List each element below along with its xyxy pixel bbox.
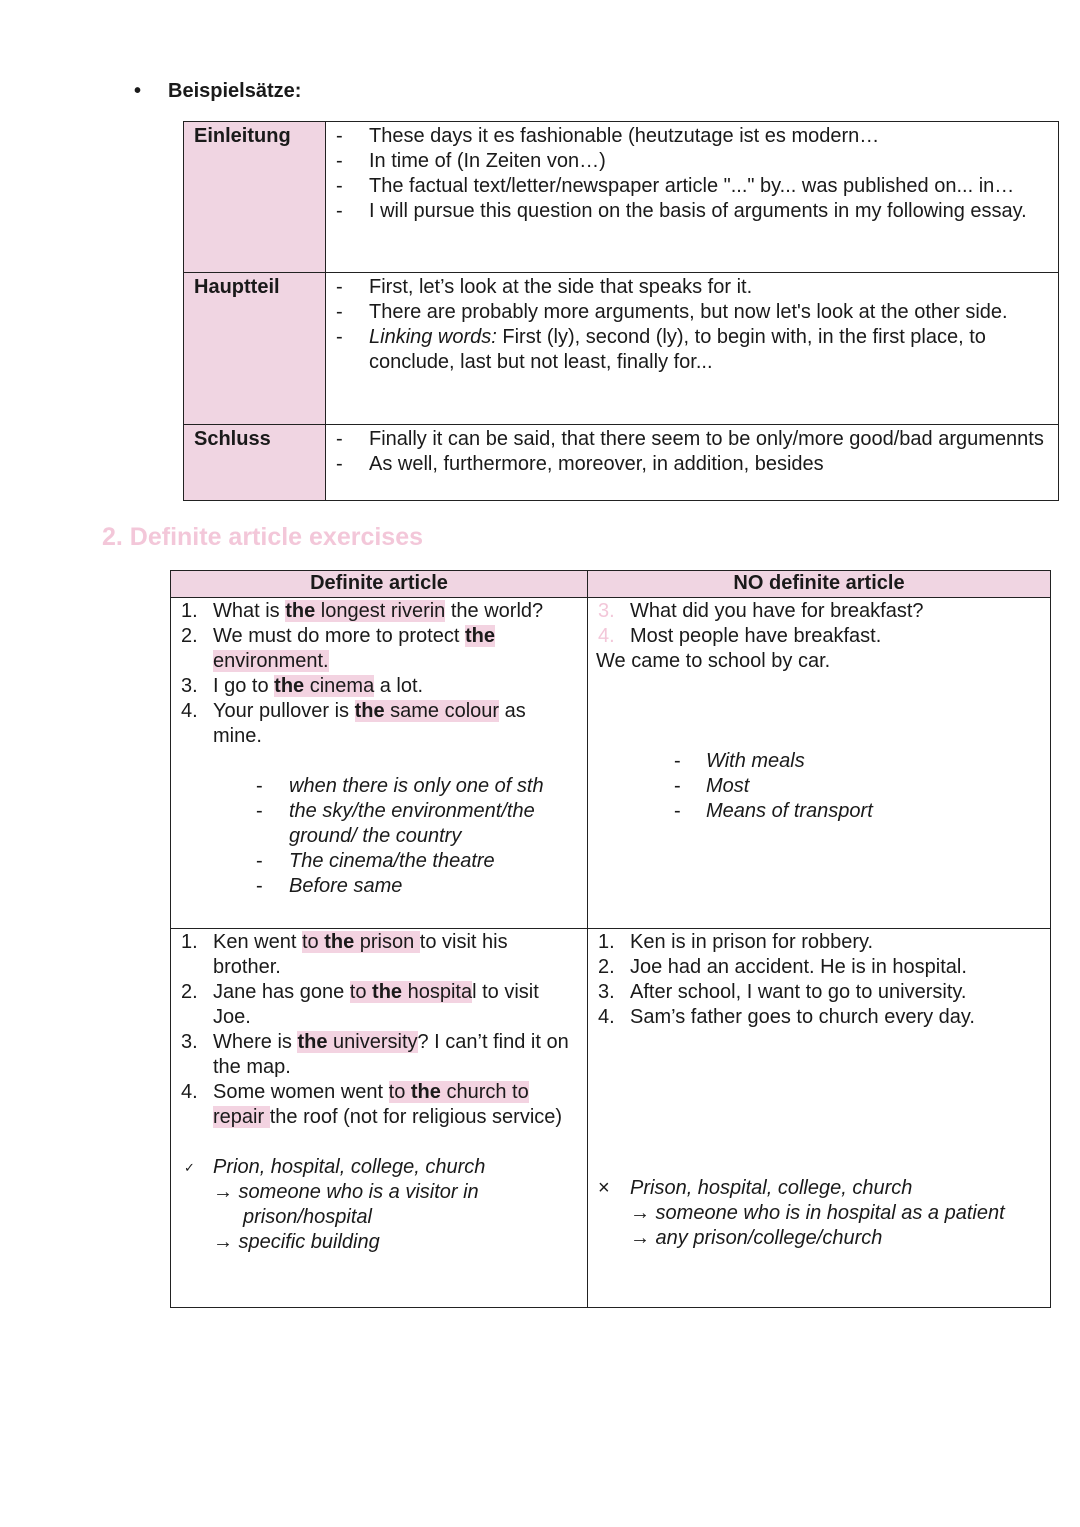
- definite-cell: [171, 598, 588, 929]
- section-title: 2. Definite article exercises: [102, 523, 424, 551]
- table-header-row: [171, 571, 1051, 598]
- table-row: [184, 273, 1059, 425]
- row-label: Schluss: [184, 425, 326, 501]
- note-item: - the sky/the environment/the ground/ the country: [256, 800, 535, 847]
- list-item: 4. Most people have breakfast.: [598, 625, 882, 647]
- usage-note: ✓ Prion, hospital, college, church → someone who is a visitor in prison/hospital → specific building: [184, 1156, 486, 1253]
- no-definite-cell: [588, 929, 1051, 1308]
- plain-sentence: We came to school by car.: [596, 650, 831, 672]
- no-definite-cell: [588, 598, 1051, 929]
- list-item: 4. Sam’s father goes to church every day.: [598, 1006, 975, 1028]
- row-content: [326, 273, 1059, 425]
- list-item: 3. Where is the university? I can’t find it on the map.: [181, 1031, 569, 1078]
- list-item: 1. What is the longest riverin the world?: [181, 600, 544, 622]
- column-header: Definite article: [171, 571, 588, 598]
- bullet-dot: •: [134, 80, 142, 102]
- definite-cell: [171, 929, 588, 1308]
- list-item: 2. We must do more to protect the environment.: [181, 625, 495, 672]
- column-header: NO definite article: [588, 571, 1051, 598]
- list-item: - In time of (In Zeiten von…): [336, 150, 606, 172]
- list-item: - There are probably more arguments, but now let's look at the other side.: [336, 301, 1008, 323]
- list-item: 4. Your pullover is the same colour as mine.: [181, 700, 526, 747]
- note-item: - The cinema/the theatre: [256, 850, 495, 872]
- note-item: - With meals: [674, 750, 805, 772]
- list-item: 1. Ken went to the prison to visit his brother.: [181, 931, 508, 978]
- list-item: - First, let’s look at the side that speaks for it.: [336, 276, 753, 298]
- table-row: [184, 122, 1059, 273]
- row-label: Einleitung: [184, 122, 326, 273]
- usage-note: × Prison, hospital, college, church → someone who is in hospital as a patient → any prison/college/church: [598, 1177, 1005, 1249]
- list-item: - The factual text/letter/newspaper article "..." by... was published on... in…: [336, 175, 1015, 197]
- list-item: - I will pursue this question on the basis of arguments in my following essay.: [336, 200, 1027, 222]
- table-row: [184, 425, 1059, 501]
- note-item: - Means of transport: [674, 800, 873, 822]
- list-item: 1. Ken is in prison for robbery.: [598, 931, 874, 953]
- list-item: 4. Some women went to the church to repair the roof (not for religious service): [181, 1081, 563, 1128]
- check-icon: ✓: [184, 1160, 195, 1175]
- cross-icon: ×: [598, 1177, 610, 1199]
- list-item: - These days it es fashionable (heutzutage ist es modern…: [336, 125, 880, 147]
- list-item: - Finally it can be said, that there seem to be only/more good/bad argumennts: [336, 428, 1044, 450]
- list-item: 3. After school, I want to go to university.: [598, 981, 967, 1003]
- table-row: [171, 598, 1051, 929]
- note-item: - Most: [674, 775, 750, 797]
- article-exercise-table: [170, 570, 1051, 1308]
- list-item: - As well, furthermore, moreover, in addition, besides: [336, 453, 824, 475]
- heading-label: Beispielsätze:: [168, 80, 302, 102]
- list-item: - Linking words: First (ly), second (ly), to begin with, in the first place, to conclude, last but not least, finally for...: [336, 326, 986, 373]
- list-item: 3. What did you have for breakfast?: [598, 600, 924, 622]
- row-content: [326, 122, 1059, 273]
- note-item: - when there is only one of sth: [256, 775, 544, 797]
- note-item: - Before same: [256, 875, 403, 897]
- list-item: 2. Joe had an accident. He is in hospital.: [598, 956, 967, 978]
- phrases-table: [183, 121, 1059, 501]
- list-item: 3. I go to the cinema a lot.: [181, 675, 424, 697]
- table-row: [171, 929, 1051, 1308]
- row-label: Hauptteil: [184, 273, 326, 425]
- list-item: 2. Jane has gone to the hospital to visit Joe.: [181, 981, 539, 1028]
- row-content: [326, 425, 1059, 501]
